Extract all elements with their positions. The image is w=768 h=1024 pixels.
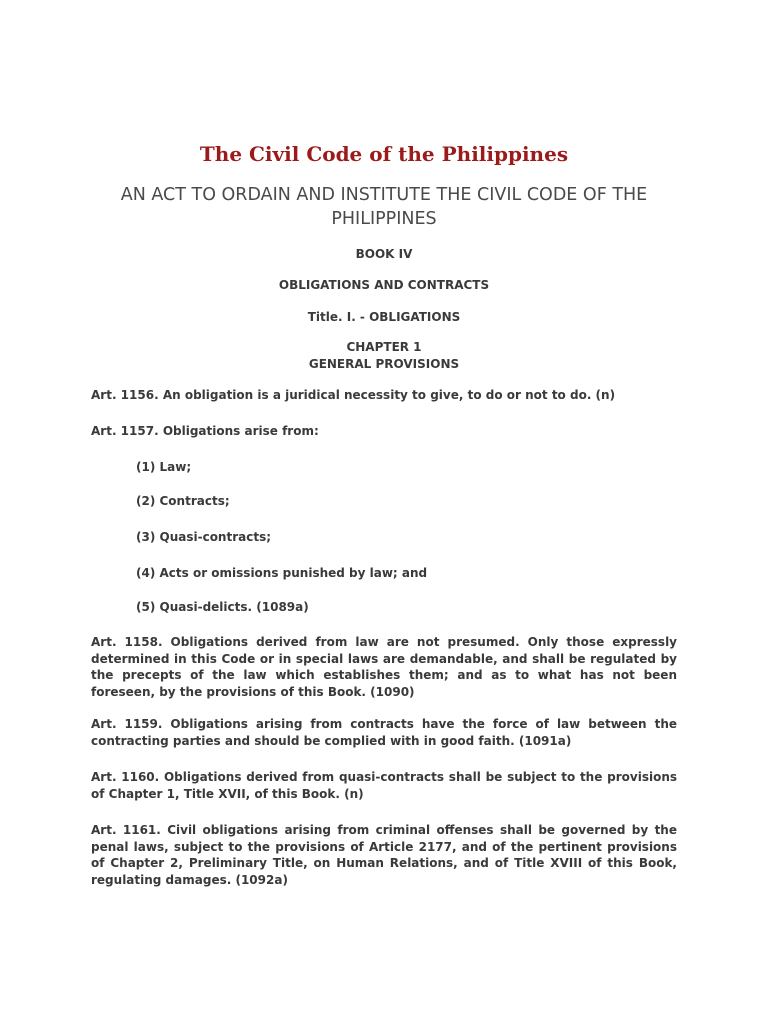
article-1159: Art. 1159. Obligations arising from contracts have the force of law between the contracting parties and should be complied with in good faith. (1091a) xyxy=(91,717,677,748)
book-heading: BOOK IV xyxy=(355,247,413,261)
article-1157-item: (1) Law; xyxy=(136,460,192,474)
document-title: The Civil Code of the Philippines xyxy=(199,142,569,166)
article-1156: Art. 1156. An obligation is a juridical necessity to give, to do or not to do. (n) xyxy=(91,388,616,402)
article-1158: Art. 1158. Obligations derived from law are not presumed. Only those expressly determined in this Code or in special laws are demandable, and shall be regulated by the precepts of the law which establishes them; and as to what has not been foreseen, by the provisions of this Book. (1090) xyxy=(91,635,677,699)
article-1160: Art. 1160. Obligations derived from quasi-contracts shall be subject to the provisions of Chapter 1, Title XVII, of this Book. (n) xyxy=(91,770,677,801)
article-1157-item: (2) Contracts; xyxy=(136,494,230,508)
article-1157-item: (4) Acts or omissions punished by law; and xyxy=(136,566,428,580)
chapter-heading: CHAPTER 1 xyxy=(346,340,422,354)
article-1157-item: (5) Quasi-delicts. (1089a) xyxy=(136,600,309,614)
article-1157-item: (3) Quasi-contracts; xyxy=(136,530,272,544)
document-subtitle: AN ACT TO ORDAIN AND INSTITUTE THE CIVIL CODE OF THE PHILIPPINES xyxy=(120,185,648,229)
chapter-name-heading: GENERAL PROVISIONS xyxy=(308,357,460,371)
book-name-heading: OBLIGATIONS AND CONTRACTS xyxy=(278,278,490,292)
article-1157: Art. 1157. Obligations arise from: xyxy=(91,424,319,438)
article-1161: Art. 1161. Civil obligations arising from criminal offenses shall be governed by the penal laws, subject to the provisions of Article 2177, and of the pertinent provisions of Chapter 2, Preliminary Title, on Human Relations, and of Title XVIII of this Book, regulating damages. (1092a) xyxy=(91,823,677,887)
title-heading: Title. I. - OBLIGATIONS xyxy=(307,310,461,324)
